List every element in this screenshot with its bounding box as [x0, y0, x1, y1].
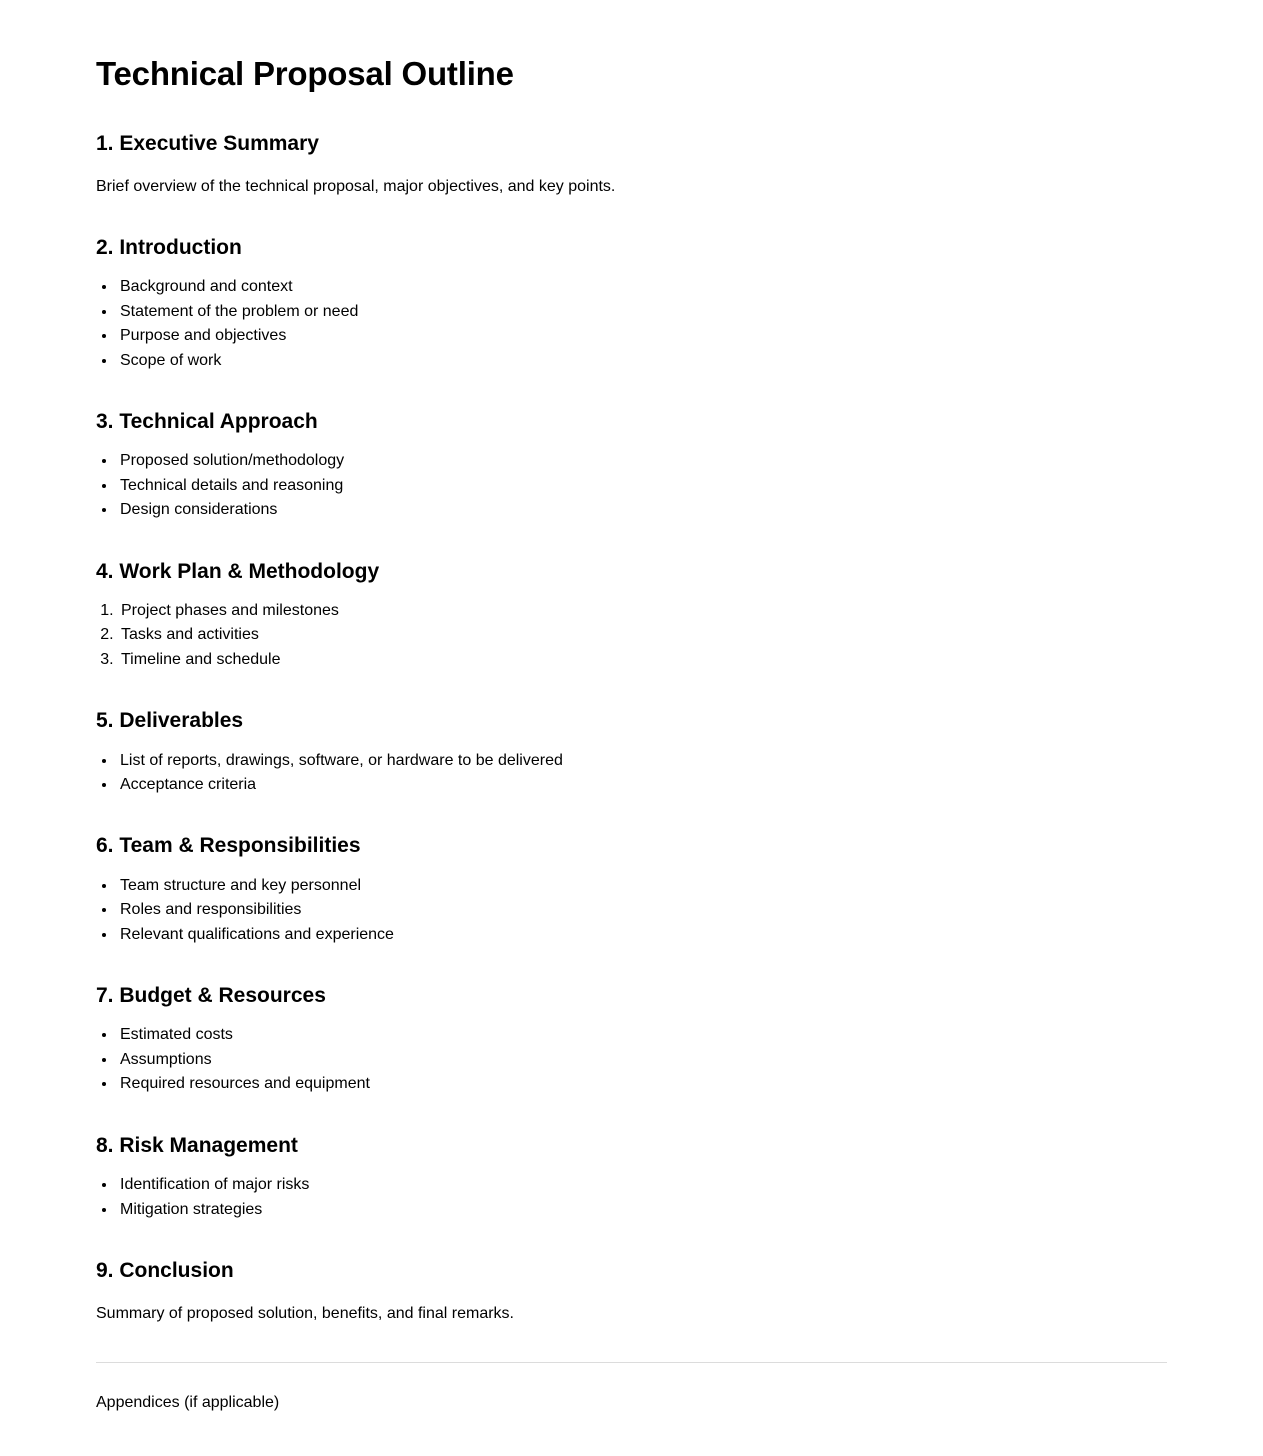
list-item: • Required resources and equipment [117, 1072, 1167, 1096]
list-item: • Identification of major risks [117, 1173, 1167, 1197]
list-item: • Background and context [117, 275, 1167, 299]
bulleted-list [96, 874, 1167, 947]
list-item: • Proposed solution/methodology [117, 449, 1167, 473]
document-section [96, 708, 1167, 797]
section-heading: 9. Conclusion [96, 1258, 234, 1282]
list-item: • Estimated costs [117, 1023, 1167, 1047]
list-item: • Technical details and reasoning [117, 474, 1167, 498]
list-item: 3. Timeline and schedule [118, 648, 1167, 672]
bulleted-list [96, 749, 1167, 798]
document-section [96, 409, 1167, 523]
bulleted-list [96, 1023, 1167, 1096]
list-item: • Purpose and objectives [117, 324, 1167, 348]
section-paragraph: Brief overview of the technical proposal, major objectives, and key points. [96, 177, 616, 195]
list-item: 1. Project phases and milestones [118, 599, 1167, 623]
document-section [96, 1258, 1167, 1326]
list-item: 2. Tasks and activities [118, 623, 1167, 647]
section-paragraph: Summary of proposed solution, benefits, and final remarks. [96, 1305, 514, 1323]
bulleted-list [96, 1173, 1167, 1222]
footer-note: Appendices (if applicable) [96, 1394, 280, 1412]
list-item: • List of reports, drawings, software, or hardware to be delivered [117, 749, 1167, 773]
list-item: • Acceptance criteria [117, 773, 1167, 797]
footer-divider [96, 1362, 1167, 1363]
section-heading: 2. Introduction [96, 235, 242, 259]
document-section [96, 131, 1167, 199]
list-item: • Design considerations [117, 498, 1167, 522]
bulleted-list [96, 275, 1167, 373]
list-item: • Relevant qualifications and experience [117, 923, 1167, 947]
document-body [96, 0, 1167, 1415]
section-heading: 1. Executive Summary [96, 131, 319, 155]
section-heading: 6. Team & Responsibilities [96, 834, 361, 858]
section-heading: 3. Technical Approach [96, 409, 318, 433]
list-item: • Team structure and key personnel [117, 874, 1167, 898]
section-heading: 5. Deliverables [96, 709, 244, 733]
sections-container [96, 131, 1167, 1327]
list-item: • Scope of work [117, 349, 1167, 373]
document-section [96, 833, 1167, 947]
document-section [96, 983, 1167, 1097]
list-item: • Roles and responsibilities [117, 898, 1167, 922]
page-title: Technical Proposal Outline [96, 55, 514, 92]
section-heading: 7. Budget & Resources [96, 984, 326, 1008]
document-section [96, 559, 1167, 673]
list-item: • Statement of the problem or need [117, 300, 1167, 324]
list-item: • Assumptions [117, 1048, 1167, 1072]
section-heading: 4. Work Plan & Methodology [96, 559, 380, 583]
section-heading: 8. Risk Management [96, 1133, 298, 1157]
document-section [96, 1133, 1167, 1222]
ordered-list [96, 599, 1167, 672]
document-section [96, 235, 1167, 373]
list-item: • Mitigation strategies [117, 1198, 1167, 1222]
bulleted-list [96, 449, 1167, 522]
